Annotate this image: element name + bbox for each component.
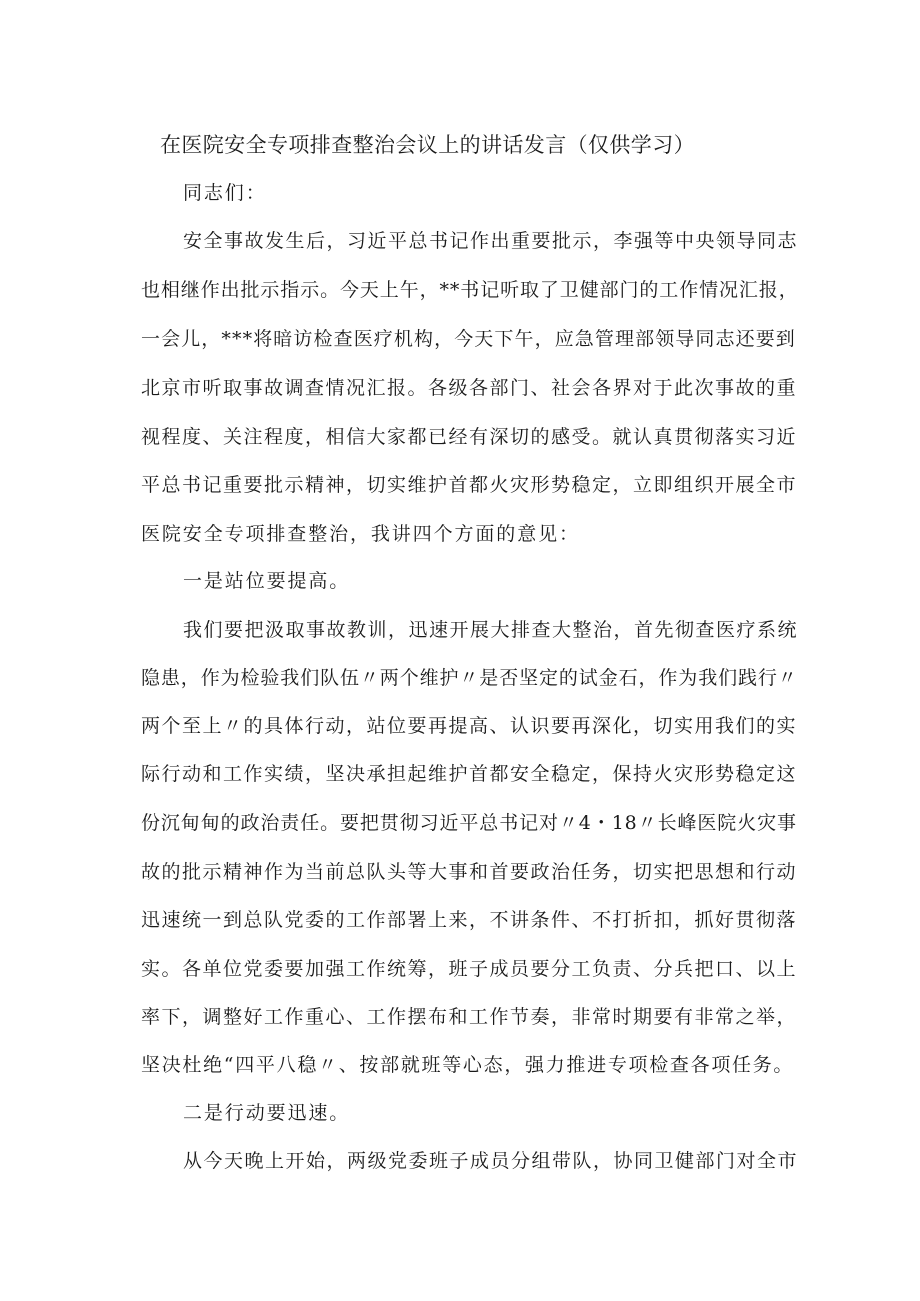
paragraph-line: 迅速统一到总队党委的工作部署上来，不讲条件、不打折扣，抓好贯彻落 — [141, 909, 798, 931]
section-heading: 二是行动要迅速。 — [183, 1102, 351, 1124]
paragraph-line: 平总书记重要批示精神，切实维护首都火灾形势稳定，立即组织开展全市 — [141, 474, 798, 496]
paragraph-line: 也相继作出批示指示。今天上午，**书记听取了卫健部门的工作情况汇报， — [141, 279, 799, 301]
paragraph-line: 隐患，作为检验我们队伍〃两个维护〃是否坚定的试金石，作为我们践行〃 — [141, 667, 798, 689]
paragraph-line: 北京市听取事故调查情况汇报。各级各部门、社会各界对于此次事故的重 — [141, 377, 798, 399]
section-heading: 一是站位要提高。 — [183, 570, 351, 592]
paragraph-line: 两个至上〃的具体行动，站位要再提高、认识要再深化，切实用我们的实 — [141, 715, 798, 737]
document-title: 在医院安全专项排查整治会议上的讲话发言（仅供学习） — [160, 133, 695, 157]
paragraph-line: 一会儿，***将暗访检查医疗机构，今天下午，应急管理部领导同志还要到 — [141, 328, 796, 350]
paragraph-line: 率下，调整好工作重心、工作摆布和工作节奏，非常时期要有非常之举， — [141, 1006, 798, 1028]
paragraph-line: 我们要把汲取事故教训，迅速开展大排查大整治，首先彻查医疗系统 — [183, 619, 799, 641]
paragraph-line: 际行动和工作实绩，坚决承担起维护首都安全稳定，保持火灾形势稳定这 — [141, 763, 798, 785]
paragraph-line: 医院安全专项排查整治，我讲四个方面的意见： — [141, 523, 580, 545]
paragraph-line: 份沉甸甸的政治责任。要把贯彻习近平总书记对〃4・18〃长峰医院火灾事 — [141, 812, 797, 834]
paragraph-line: 视程度、关注程度，相信大家都已经有深切的感受。就认真贯彻落实习近 — [141, 426, 798, 448]
paragraph-line: 故的批示精神作为当前总队头等大事和首要政治任务，切实把思想和行动 — [141, 861, 798, 883]
paragraph-line: 实。各单位党委要加强工作统筹，班子成员要分工负责、分兵把口、以上 — [141, 958, 798, 980]
salutation: 同志们： — [183, 182, 267, 204]
paragraph-line: 坚决杜绝“四平八稳〃、按部就班等心态，强力推进专项检查各项任务。 — [141, 1054, 795, 1076]
paragraph-line: 从今天晚上开始，两级党委班子成员分组带队，协同卫健部门对全市 — [183, 1150, 799, 1172]
paragraph-line: 安全事故发生后，习近平总书记作出重要批示，李强等中央领导同志 — [183, 230, 799, 252]
